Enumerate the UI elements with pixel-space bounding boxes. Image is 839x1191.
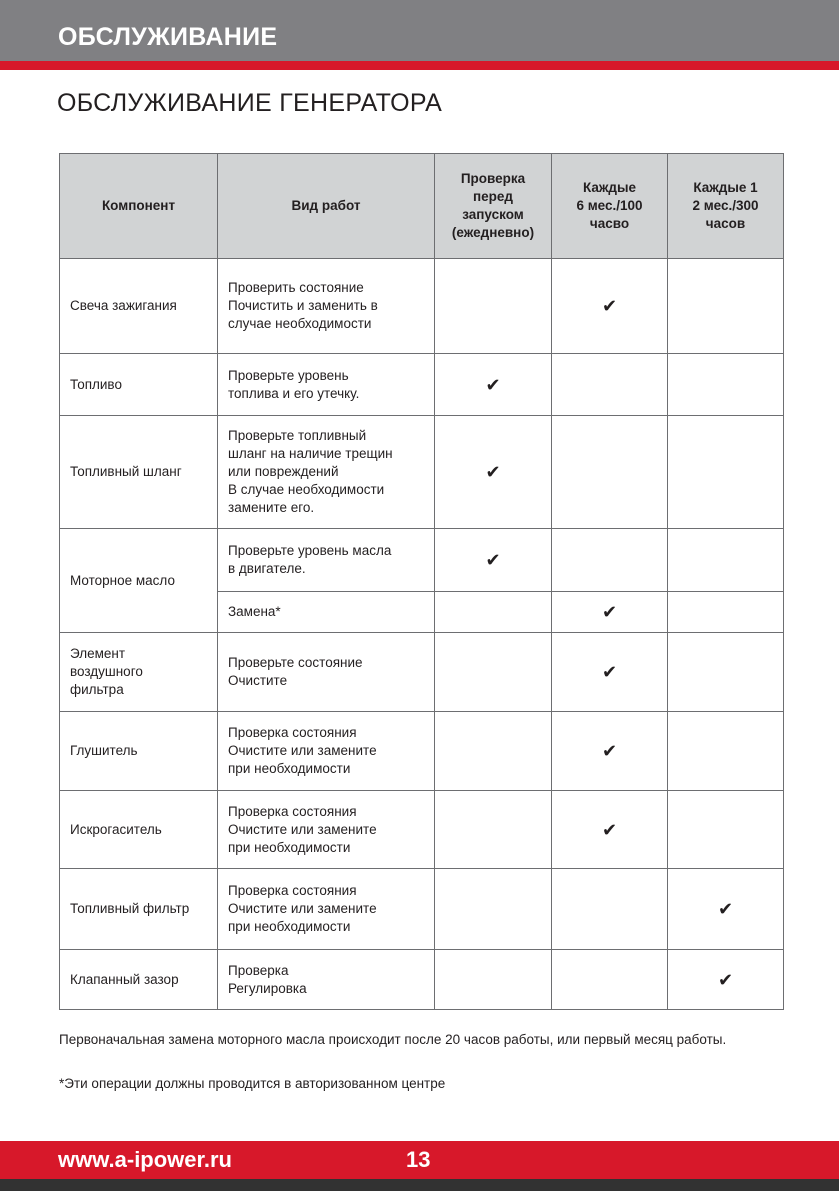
six-months-cell	[552, 529, 668, 592]
daily-cell	[435, 633, 552, 712]
twelve-months-cell	[668, 592, 784, 633]
work-cell: Проверить состояние Почистить и заменить в случае необходимости	[218, 259, 435, 354]
table-row	[60, 416, 784, 529]
twelve-months-cell	[668, 259, 784, 354]
column-header-daily: Проверка перед запуском (ежедневно)	[435, 154, 552, 259]
component-cell: Искрогаситель	[60, 791, 218, 869]
header-accent-stripe	[0, 61, 839, 70]
daily-cell	[435, 259, 552, 354]
component-cell: Топливный фильтр	[60, 869, 218, 950]
column-header-work: Вид работ	[218, 154, 435, 259]
daily-cell	[435, 791, 552, 869]
component-cell: Топливный шланг	[60, 416, 218, 529]
check-icon: ✔	[601, 296, 618, 316]
check-icon: ✔	[485, 462, 501, 482]
page-title: ОБСЛУЖИВАНИЕ ГЕНЕРАТОРА	[57, 89, 443, 117]
component-cell: Глушитель	[60, 712, 218, 791]
table-row	[60, 791, 784, 869]
daily-cell	[435, 529, 552, 592]
table-row	[60, 869, 784, 950]
check-icon: ✔	[485, 550, 501, 570]
footer-dark-stripe	[0, 1179, 839, 1191]
component-cell: Клапанный зазор	[60, 950, 218, 1010]
twelve-months-cell	[668, 712, 784, 791]
twelve-months-cell	[668, 791, 784, 869]
section-title: ОБСЛУЖИВАНИЕ	[58, 23, 278, 51]
six-months-cell	[552, 869, 668, 950]
table-header-row	[60, 154, 784, 259]
component-cell: Свеча зажигания	[60, 259, 218, 354]
six-months-cell	[552, 712, 668, 791]
daily-cell	[435, 354, 552, 416]
twelve-months-cell	[668, 633, 784, 712]
check-icon: ✔	[717, 899, 734, 919]
work-cell: Замена*	[218, 592, 435, 633]
table-row	[60, 950, 784, 1010]
six-months-cell	[552, 950, 668, 1010]
daily-cell	[435, 950, 552, 1010]
twelve-months-cell	[668, 354, 784, 416]
daily-cell	[435, 712, 552, 791]
work-cell: Проверка состояния Очистите или замените при необходимости	[218, 712, 435, 791]
work-cell: Проверьте топливный шланг на наличие трещин или повреждений В случае необходимости замените его.	[218, 416, 435, 529]
work-cell: Проверьте уровень масла в двигателе.	[218, 529, 435, 592]
service-center-note: *Эти операции должны проводится в авторизованном центре	[59, 1076, 446, 1091]
twelve-months-cell	[668, 950, 784, 1010]
website-link[interactable]: www.a-ipower.ru	[58, 1147, 232, 1172]
table-row	[60, 259, 784, 354]
twelve-months-cell	[668, 416, 784, 529]
check-icon: ✔	[601, 602, 618, 622]
maintenance-table	[59, 153, 784, 1010]
work-cell: Проверьте состояние Очистите	[218, 633, 435, 712]
check-icon: ✔	[601, 662, 618, 682]
check-icon: ✔	[485, 374, 501, 395]
table-row	[60, 712, 784, 791]
six-months-cell	[552, 354, 668, 416]
six-months-cell	[552, 259, 668, 354]
check-icon: ✔	[601, 819, 618, 840]
column-header-twelve-months: Каждые 1 2 мес./300 часов	[668, 154, 784, 259]
component-cell: Моторное масло	[60, 529, 218, 633]
component-cell: Элемент воздушного фильтра	[60, 633, 218, 712]
check-icon: ✔	[717, 969, 734, 990]
six-months-cell	[552, 633, 668, 712]
table-row	[60, 354, 784, 416]
header-bar	[0, 0, 839, 61]
work-cell: Проверка Регулировка	[218, 950, 435, 1010]
table-row	[60, 529, 784, 592]
work-cell: Проверка состояния Очистите или замените при необходимости	[218, 791, 435, 869]
six-months-cell	[552, 592, 668, 633]
twelve-months-cell	[668, 529, 784, 592]
daily-cell	[435, 592, 552, 633]
oil-change-note: Первоначальная замена моторного масла происходит после 20 часов работы, или первый месяц работы.	[59, 1032, 727, 1047]
column-header-component: Компонент	[60, 154, 218, 259]
check-icon: ✔	[601, 741, 618, 761]
table-row	[60, 633, 784, 712]
six-months-cell	[552, 416, 668, 529]
work-cell: Проверка состояния Очистите или замените при необходимости	[218, 869, 435, 950]
daily-cell	[435, 416, 552, 529]
work-cell: Проверьте уровень топлива и его утечку.	[218, 354, 435, 416]
daily-cell	[435, 869, 552, 950]
twelve-months-cell	[668, 869, 784, 950]
six-months-cell	[552, 791, 668, 869]
component-cell: Топливо	[60, 354, 218, 416]
page-number: 13	[406, 1147, 431, 1172]
column-header-six-months: Каждые 6 мес./100 часво	[552, 154, 668, 259]
